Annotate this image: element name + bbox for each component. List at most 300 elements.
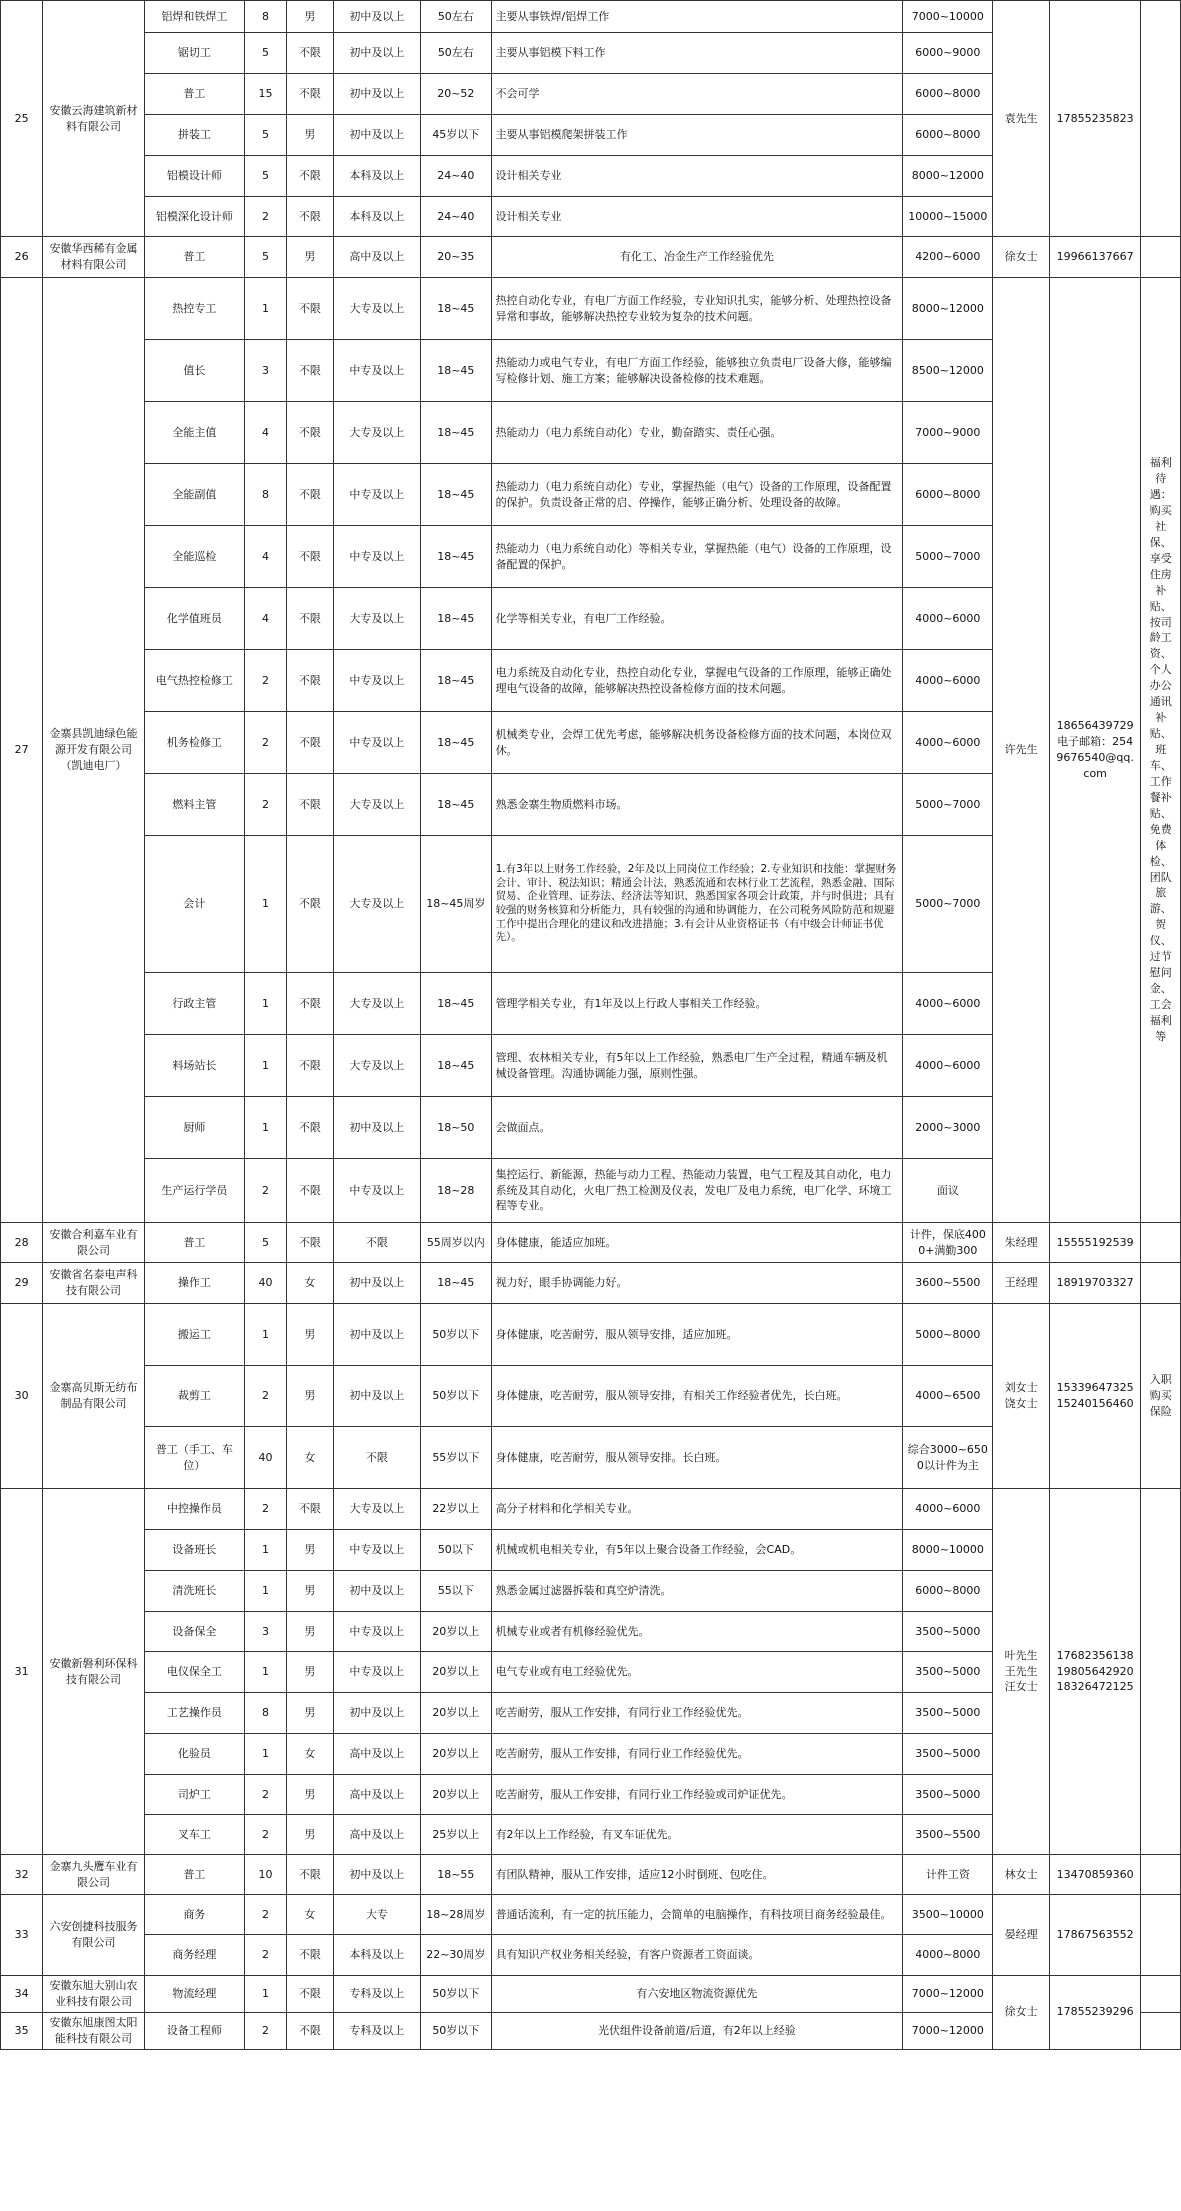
phone: 19966137667 — [1049, 237, 1141, 278]
headcount: 1 — [244, 973, 286, 1035]
age: 50岁以下 — [421, 2012, 491, 2049]
salary: 面议 — [903, 1159, 993, 1223]
gender: 男 — [287, 1530, 334, 1571]
salary: 2000~3000 — [903, 1097, 993, 1159]
job-title: 锯切工 — [144, 33, 244, 74]
requirements: 普通话流利，有一定的抗压能力，会简单的电脑操作，有科技项目商务经验最佳。 — [491, 1895, 903, 1935]
education: 初中及以上 — [333, 1571, 420, 1612]
company-name: 安徽东旭大别山农业科技有限公司 — [43, 1976, 145, 2013]
gender: 女 — [287, 1427, 334, 1489]
gender: 男 — [287, 1612, 334, 1652]
job-title: 普工 — [144, 1855, 244, 1895]
headcount: 3 — [244, 1612, 286, 1652]
requirements: 有化工、冶金生产工作经验优先 — [491, 237, 903, 278]
phone: 17855239296 — [1049, 1976, 1141, 2050]
gender: 不限 — [287, 1855, 334, 1895]
contact-person: 朱经理 — [993, 1223, 1049, 1263]
age: 22~30周岁 — [421, 1935, 491, 1976]
gender: 不限 — [287, 464, 334, 526]
contact-person: 徐女士 — [993, 237, 1049, 278]
salary: 7000~12000 — [903, 1976, 993, 2013]
phone: 15339647325 15240156460 — [1049, 1304, 1141, 1489]
requirements: 主要从事铝模爬架拼装工作 — [491, 115, 903, 156]
salary: 4000~6000 — [903, 588, 993, 650]
gender: 不限 — [287, 1976, 334, 2013]
welfare — [1141, 2012, 1181, 2049]
table-row — [1, 1, 1181, 33]
gender: 女 — [287, 1263, 334, 1304]
education: 中专及以上 — [333, 650, 420, 712]
gender: 不限 — [287, 197, 334, 237]
job-title: 燃料主管 — [144, 774, 244, 836]
headcount: 10 — [244, 1855, 286, 1895]
job-title: 普工 — [144, 237, 244, 278]
age: 50岁以下 — [421, 1976, 491, 2013]
headcount: 2 — [244, 1775, 286, 1815]
company-name: 安徽华西稀有金属材料有限公司 — [43, 237, 145, 278]
job-title: 普工（手工、车位） — [144, 1427, 244, 1489]
age: 18~45 — [421, 402, 491, 464]
requirements: 身体健康，吃苦耐劳，服从领导安排，适应加班。 — [491, 1304, 903, 1366]
education: 初中及以上 — [333, 1855, 420, 1895]
salary: 7000~9000 — [903, 402, 993, 464]
headcount: 3 — [244, 340, 286, 402]
salary: 计件工资 — [903, 1855, 993, 1895]
headcount: 40 — [244, 1427, 286, 1489]
gender: 男 — [287, 1366, 334, 1427]
gender: 不限 — [287, 712, 334, 774]
education: 大专及以上 — [333, 402, 420, 464]
contact-person: 林女士 — [993, 1855, 1049, 1895]
headcount: 15 — [244, 74, 286, 115]
headcount: 4 — [244, 526, 286, 588]
requirements: 电气专业或有电工经验优先。 — [491, 1652, 903, 1693]
contact-person: 王经理 — [993, 1263, 1049, 1304]
requirements: 热能动力（电力系统自动化）等相关专业，掌握热能（电气）设备的工作原理，设备配置的保护。 — [491, 526, 903, 588]
requirements: 身体健康，能适应加班。 — [491, 1223, 903, 1263]
education: 大专及以上 — [333, 973, 420, 1035]
requirements: 管理、农林相关专业，有5年以上工作经验，熟悉电厂生产全过程，精通车辆及机械设备管理。沟通协调能力强，原则性强。 — [491, 1035, 903, 1097]
requirements: 吃苦耐劳，服从工作安排，有同行业工作经验优先。 — [491, 1693, 903, 1734]
gender: 不限 — [287, 1097, 334, 1159]
education: 高中及以上 — [333, 1775, 420, 1815]
welfare — [1141, 1263, 1181, 1304]
salary: 3500~5000 — [903, 1775, 993, 1815]
salary: 8000~12000 — [903, 278, 993, 340]
age: 18~45 — [421, 588, 491, 650]
job-title: 裁剪工 — [144, 1366, 244, 1427]
gender: 不限 — [287, 2012, 334, 2049]
education: 中专及以上 — [333, 712, 420, 774]
gender: 男 — [287, 1815, 334, 1855]
welfare — [1141, 1895, 1181, 1976]
salary: 8000~12000 — [903, 156, 993, 197]
salary: 5000~7000 — [903, 526, 993, 588]
education: 中专及以上 — [333, 464, 420, 526]
education: 中专及以上 — [333, 1612, 420, 1652]
job-title: 叉车工 — [144, 1815, 244, 1855]
age: 20~35 — [421, 237, 491, 278]
row-no: 29 — [1, 1263, 43, 1304]
contact-person: 叶先生 王先生 汪女士 — [993, 1489, 1049, 1855]
age: 50以下 — [421, 1530, 491, 1571]
headcount: 1 — [244, 1304, 286, 1366]
table-row — [1, 237, 1181, 278]
salary: 6000~8000 — [903, 74, 993, 115]
gender: 男 — [287, 1571, 334, 1612]
education: 中专及以上 — [333, 340, 420, 402]
salary: 3500~5000 — [903, 1693, 993, 1734]
education: 初中及以上 — [333, 74, 420, 115]
salary: 3500~5000 — [903, 1652, 993, 1693]
requirements: 熟悉金属过滤器拆装和真空炉清洗。 — [491, 1571, 903, 1612]
headcount: 2 — [244, 1159, 286, 1223]
salary: 3500~5500 — [903, 1815, 993, 1855]
headcount: 2 — [244, 197, 286, 237]
age: 20岁以上 — [421, 1652, 491, 1693]
requirements: 管理学相关专业，有1年及以上行政人事相关工作经验。 — [491, 973, 903, 1035]
phone: 15555192539 — [1049, 1223, 1141, 1263]
salary: 3500~10000 — [903, 1895, 993, 1935]
job-title: 设备班长 — [144, 1530, 244, 1571]
job-title: 普工 — [144, 74, 244, 115]
salary: 4000~6000 — [903, 973, 993, 1035]
age: 18~45 — [421, 464, 491, 526]
salary: 10000~15000 — [903, 197, 993, 237]
age: 55周岁以内 — [421, 1223, 491, 1263]
gender: 不限 — [287, 156, 334, 197]
company-name: 六安创捷科技服务有限公司 — [43, 1895, 145, 1976]
job-title: 搬运工 — [144, 1304, 244, 1366]
gender: 不限 — [287, 973, 334, 1035]
salary: 计件，保底4000+满勤300 — [903, 1223, 993, 1263]
education: 初中及以上 — [333, 1366, 420, 1427]
table-row — [1, 1855, 1181, 1895]
welfare — [1141, 1223, 1181, 1263]
age: 20岁以上 — [421, 1612, 491, 1652]
table-row — [1, 1304, 1181, 1366]
table-row — [1, 278, 1181, 340]
row-no: 33 — [1, 1895, 43, 1976]
row-no: 32 — [1, 1855, 43, 1895]
phone: 17867563552 — [1049, 1895, 1141, 1976]
gender: 不限 — [287, 1935, 334, 1976]
salary: 3500~5000 — [903, 1612, 993, 1652]
job-title: 化验员 — [144, 1734, 244, 1775]
job-title: 物流经理 — [144, 1976, 244, 2013]
requirements: 吃苦耐劳，服从工作安排，有同行业工作经验或司炉证优先。 — [491, 1775, 903, 1815]
age: 50左右 — [421, 33, 491, 74]
row-no: 35 — [1, 2012, 43, 2049]
salary: 8500~12000 — [903, 340, 993, 402]
education: 初中及以上 — [333, 1097, 420, 1159]
headcount: 2 — [244, 712, 286, 774]
contact-person: 徐女士 — [993, 1976, 1049, 2050]
salary: 4000~6000 — [903, 1489, 993, 1530]
headcount: 1 — [244, 278, 286, 340]
row-no: 34 — [1, 1976, 43, 2013]
education: 初中及以上 — [333, 1693, 420, 1734]
job-title: 电仪保全工 — [144, 1652, 244, 1693]
age: 18~45周岁 — [421, 836, 491, 973]
welfare: 入职购买保险 — [1141, 1304, 1181, 1489]
gender: 女 — [287, 1734, 334, 1775]
age: 18~45 — [421, 340, 491, 402]
education: 高中及以上 — [333, 1815, 420, 1855]
age: 20~52 — [421, 74, 491, 115]
job-title: 行政主管 — [144, 973, 244, 1035]
headcount: 1 — [244, 1097, 286, 1159]
gender: 不限 — [287, 588, 334, 650]
age: 18~45 — [421, 278, 491, 340]
gender: 不限 — [287, 402, 334, 464]
job-title: 工艺操作员 — [144, 1693, 244, 1734]
salary: 6000~8000 — [903, 115, 993, 156]
job-title: 铝模设计师 — [144, 156, 244, 197]
age: 20岁以上 — [421, 1775, 491, 1815]
gender: 男 — [287, 1304, 334, 1366]
education: 高中及以上 — [333, 237, 420, 278]
job-title: 全能巡检 — [144, 526, 244, 588]
requirements: 视力好，眼手协调能力好。 — [491, 1263, 903, 1304]
age: 18~50 — [421, 1097, 491, 1159]
job-title: 拼装工 — [144, 115, 244, 156]
headcount: 2 — [244, 1366, 286, 1427]
headcount: 1 — [244, 1734, 286, 1775]
table-row — [1, 1976, 1181, 2013]
job-title: 值长 — [144, 340, 244, 402]
gender: 男 — [287, 1775, 334, 1815]
gender: 男 — [287, 1693, 334, 1734]
job-title: 商务经理 — [144, 1935, 244, 1976]
requirements: 机械或机电相关专业，有5年以上聚合设备工作经验，会CAD。 — [491, 1530, 903, 1571]
gender: 女 — [287, 1895, 334, 1935]
age: 18~45 — [421, 973, 491, 1035]
requirements: 高分子材料和化学相关专业。 — [491, 1489, 903, 1530]
phone: 18656439729 电子邮箱：2549676540@qq.com — [1049, 278, 1141, 1223]
gender: 不限 — [287, 1489, 334, 1530]
requirements: 热能动力（电力系统自动化）专业，勤奋踏实、责任心强。 — [491, 402, 903, 464]
age: 18~45 — [421, 774, 491, 836]
gender: 不限 — [287, 1223, 334, 1263]
age: 18~55 — [421, 1855, 491, 1895]
salary: 6000~8000 — [903, 464, 993, 526]
education: 中专及以上 — [333, 1530, 420, 1571]
age: 20岁以上 — [421, 1693, 491, 1734]
education: 中专及以上 — [333, 526, 420, 588]
education: 中专及以上 — [333, 1652, 420, 1693]
job-title: 中控操作员 — [144, 1489, 244, 1530]
gender: 不限 — [287, 650, 334, 712]
age: 18~28周岁 — [421, 1895, 491, 1935]
education: 初中及以上 — [333, 33, 420, 74]
age: 50岁以下 — [421, 1304, 491, 1366]
table-row — [1, 1489, 1181, 1530]
salary: 3500~5000 — [903, 1734, 993, 1775]
age: 18~45 — [421, 712, 491, 774]
job-title: 清洗班长 — [144, 1571, 244, 1612]
table-row — [1, 1223, 1181, 1263]
education: 初中及以上 — [333, 1304, 420, 1366]
education: 不限 — [333, 1427, 420, 1489]
table-row — [1, 1895, 1181, 1935]
gender: 不限 — [287, 774, 334, 836]
headcount: 1 — [244, 836, 286, 973]
headcount: 8 — [244, 1693, 286, 1734]
headcount: 2 — [244, 1935, 286, 1976]
row-no: 31 — [1, 1489, 43, 1855]
gender: 男 — [287, 115, 334, 156]
headcount: 2 — [244, 2012, 286, 2049]
salary: 5000~7000 — [903, 774, 993, 836]
requirements: 有2年以上工作经验，有叉车证优先。 — [491, 1815, 903, 1855]
table-row — [1, 1263, 1181, 1304]
job-title: 全能副值 — [144, 464, 244, 526]
job-title: 化学值班员 — [144, 588, 244, 650]
job-title: 司炉工 — [144, 1775, 244, 1815]
salary: 5000~8000 — [903, 1304, 993, 1366]
salary: 7000~10000 — [903, 1, 993, 33]
headcount: 2 — [244, 1489, 286, 1530]
job-title: 全能主值 — [144, 402, 244, 464]
requirements: 有六安地区物流资源优先 — [491, 1976, 903, 2013]
welfare — [1141, 237, 1181, 278]
age: 20岁以上 — [421, 1734, 491, 1775]
education: 本科及以上 — [333, 1935, 420, 1976]
job-title: 设备保全 — [144, 1612, 244, 1652]
job-title: 操作工 — [144, 1263, 244, 1304]
headcount: 5 — [244, 156, 286, 197]
salary: 4000~6000 — [903, 712, 993, 774]
job-title: 铝模深化设计师 — [144, 197, 244, 237]
education: 大专及以上 — [333, 836, 420, 973]
salary: 5000~7000 — [903, 836, 993, 973]
education: 大专 — [333, 1895, 420, 1935]
job-title: 铝焊和铁焊工 — [144, 1, 244, 33]
requirements: 会做面点。 — [491, 1097, 903, 1159]
company-name: 安徽合利嘉车业有限公司 — [43, 1223, 145, 1263]
headcount: 1 — [244, 1652, 286, 1693]
salary: 4000~6000 — [903, 1035, 993, 1097]
requirements: 有团队精神，服从工作安排，适应12小时倒班、包吃住。 — [491, 1855, 903, 1895]
gender: 男 — [287, 1652, 334, 1693]
headcount: 4 — [244, 588, 286, 650]
education: 专科及以上 — [333, 1976, 420, 2013]
headcount: 5 — [244, 115, 286, 156]
requirements: 身体健康，吃苦耐劳，服从领导安排。长白班。 — [491, 1427, 903, 1489]
requirements: 主要从事铝模下料工作 — [491, 33, 903, 74]
welfare — [1141, 1976, 1181, 2013]
gender: 不限 — [287, 74, 334, 115]
requirements: 热能动力或电气专业，有电厂方面工作经验，能够独立负责电厂设备大修，能够编写检修计划、施工方案；能够解决设备检修的技术难题。 — [491, 340, 903, 402]
requirements: 设计相关专业 — [491, 197, 903, 237]
headcount: 1 — [244, 1976, 286, 2013]
headcount: 2 — [244, 1815, 286, 1855]
contact-person: 许先生 — [993, 278, 1049, 1223]
salary: 4000~6500 — [903, 1366, 993, 1427]
salary: 7000~12000 — [903, 2012, 993, 2049]
age: 50岁以下 — [421, 1366, 491, 1427]
job-title: 设备工程师 — [144, 2012, 244, 2049]
requirements: 化学等相关专业，有电厂工作经验。 — [491, 588, 903, 650]
education: 专科及以上 — [333, 2012, 420, 2049]
headcount: 8 — [244, 1, 286, 33]
job-title: 普工 — [144, 1223, 244, 1263]
headcount: 8 — [244, 464, 286, 526]
education: 初中及以上 — [333, 115, 420, 156]
headcount: 1 — [244, 1035, 286, 1097]
job-title: 料场站长 — [144, 1035, 244, 1097]
salary: 4000~8000 — [903, 1935, 993, 1976]
salary: 综合3000~6500以计件为主 — [903, 1427, 993, 1489]
requirements: 集控运行、新能源，热能与动力工程、热能动力装置，电气工程及其自动化，电力系统及其自动化，火电厂热工检测及仪表，发电厂及电力系统，电厂化学、环境工程等专业。 — [491, 1159, 903, 1223]
age: 18~45 — [421, 526, 491, 588]
job-title: 热控专工 — [144, 278, 244, 340]
job-title: 商务 — [144, 1895, 244, 1935]
job-title: 机务检修工 — [144, 712, 244, 774]
contact-person: 晏经理 — [993, 1895, 1049, 1976]
education: 中专及以上 — [333, 1159, 420, 1223]
row-no: 27 — [1, 278, 43, 1223]
age: 18~45 — [421, 1263, 491, 1304]
headcount: 5 — [244, 33, 286, 74]
requirements: 身体健康，吃苦耐劳，服从领导安排，有相关工作经验者优先，长白班。 — [491, 1366, 903, 1427]
education: 大专及以上 — [333, 1489, 420, 1530]
contact-person: 袁先生 — [993, 1, 1049, 237]
age: 18~28 — [421, 1159, 491, 1223]
headcount: 4 — [244, 402, 286, 464]
company-name: 安徽省名泰电声科技有限公司 — [43, 1263, 145, 1304]
headcount: 2 — [244, 650, 286, 712]
age: 25岁以上 — [421, 1815, 491, 1855]
gender: 男 — [287, 237, 334, 278]
phone: 18919703327 — [1049, 1263, 1141, 1304]
row-no: 30 — [1, 1304, 43, 1489]
company-name: 金寨九头鹰车业有限公司 — [43, 1855, 145, 1895]
requirements: 不会可学 — [491, 74, 903, 115]
headcount: 5 — [244, 237, 286, 278]
gender: 不限 — [287, 1035, 334, 1097]
education: 本科及以上 — [333, 197, 420, 237]
job-title: 会计 — [144, 836, 244, 973]
requirements: 熟悉金寨生物质燃料市场。 — [491, 774, 903, 836]
company-name: 安徽云海建筑新材料有限公司 — [43, 1, 145, 237]
headcount: 2 — [244, 774, 286, 836]
age: 55以下 — [421, 1571, 491, 1612]
salary: 6000~9000 — [903, 33, 993, 74]
requirements: 机械类专业，会焊工优先考虑，能够解决机务设备检修方面的技术问题，本岗位双休。 — [491, 712, 903, 774]
welfare: 福利待遇：购买社保、享受住房补贴、按司龄工资、个人办公通讯补贴、班车、工作餐补贴、免费体检、团队旅游、贺仪、过节慰问金、工会福利等 — [1141, 278, 1181, 1223]
salary: 4200~6000 — [903, 237, 993, 278]
age: 18~45 — [421, 1035, 491, 1097]
job-title: 电气热控检修工 — [144, 650, 244, 712]
row-no: 25 — [1, 1, 43, 237]
gender: 男 — [287, 1, 334, 33]
age: 55岁以下 — [421, 1427, 491, 1489]
age: 24~40 — [421, 156, 491, 197]
salary: 4000~6000 — [903, 650, 993, 712]
requirements: 设计相关专业 — [491, 156, 903, 197]
gender: 不限 — [287, 278, 334, 340]
phone: 17855235823 — [1049, 1, 1141, 237]
education: 高中及以上 — [333, 1734, 420, 1775]
gender: 不限 — [287, 33, 334, 74]
education: 本科及以上 — [333, 156, 420, 197]
row-no: 26 — [1, 237, 43, 278]
education: 初中及以上 — [333, 1, 420, 33]
requirements: 光伏组件设备前道/后道，有2年以上经验 — [491, 2012, 903, 2049]
salary: 6000~8000 — [903, 1571, 993, 1612]
